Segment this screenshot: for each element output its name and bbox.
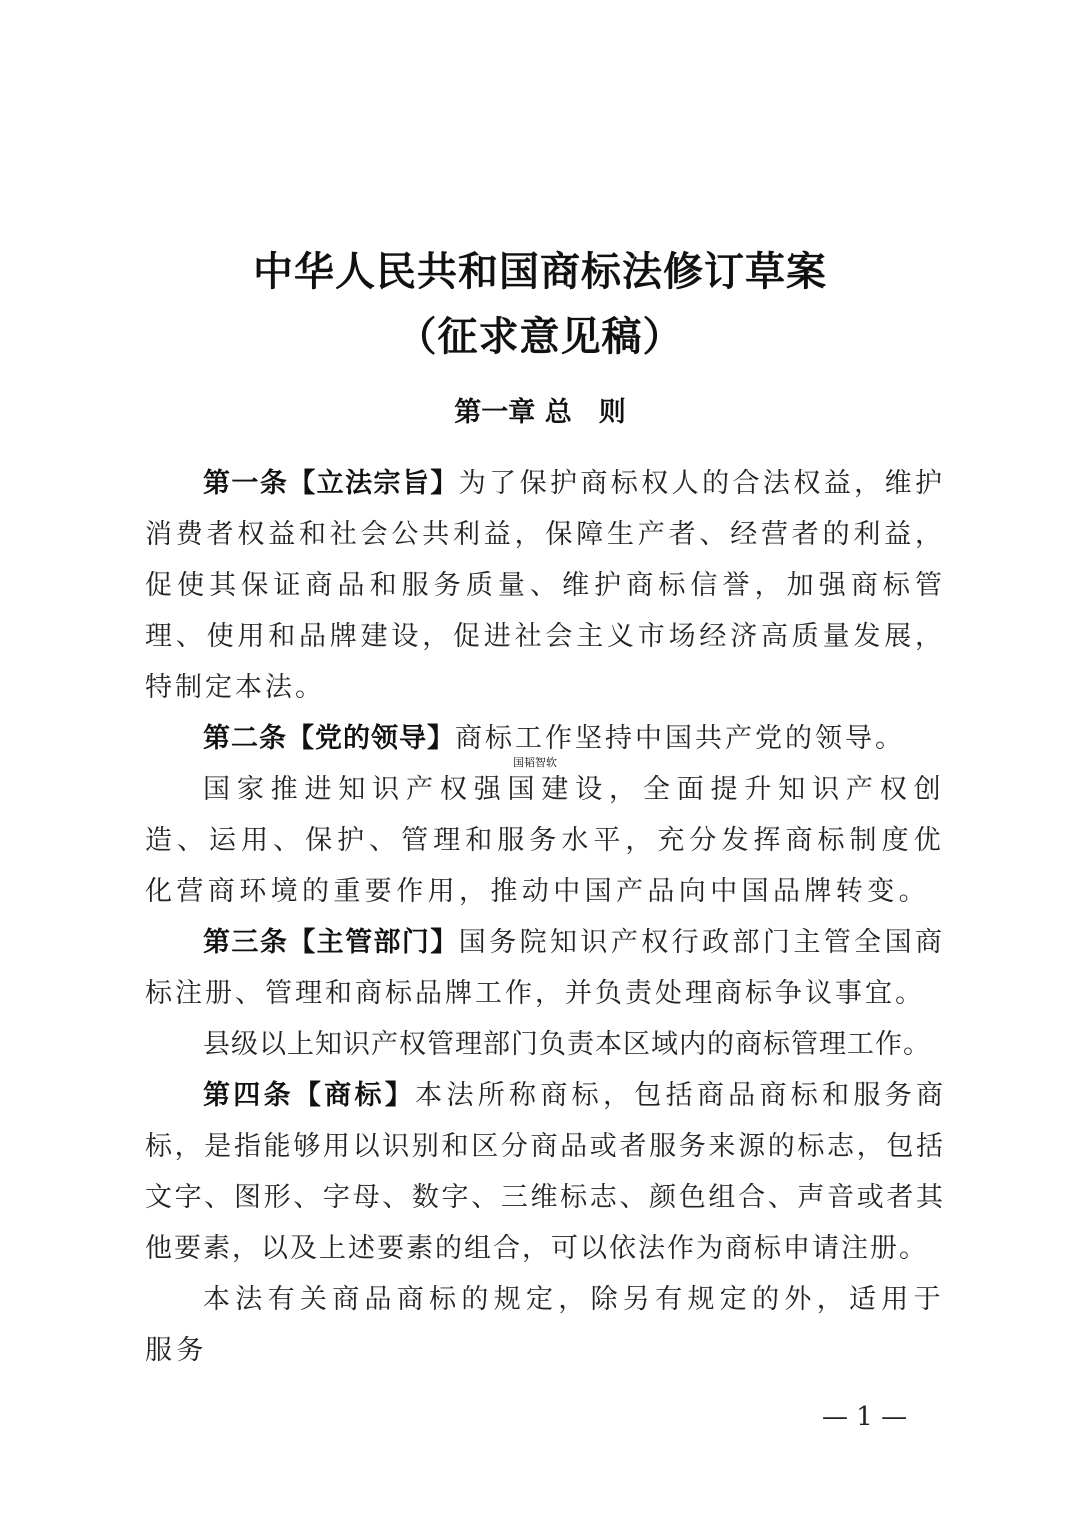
paragraph-article-3 (145, 917, 945, 1019)
page-number: — 1 — (822, 1402, 908, 1432)
paragraph-text: 本法有关商品商标的规定，除另有规定的外，适用于服务 (145, 1284, 945, 1366)
document-subtitle: （征求意见稿） (396, 313, 684, 360)
watermark-text: 国韬智软 (513, 756, 557, 769)
document-title: 中华人民共和国商标法修订草案 (253, 248, 827, 295)
paragraph-article-4 (145, 1070, 945, 1274)
document-body (145, 458, 945, 1376)
paragraph-article-4-clause-2 (145, 1274, 945, 1376)
article-label: 第三条【主管部门】 (203, 927, 459, 958)
paragraph-text: 为了保护商标权人的合法权益，维护消费者权益和社会公共利益，保障生产者、经营者的利益，促使其保证商品和服务质量、维护商标信誉，加强商标管理、使用和品牌建设，促进社会主义市场经济高质量发展，特制定本法。 (145, 468, 945, 703)
chapter-heading: 第一章 总 则 (454, 397, 626, 428)
paragraph-text: 国家推进知识产权强国建设，全面提升知识产权创造、运用、保护、管理和服务水平，充分发挥商标制度优化营商环境的重要作用，推动中国产品向中国品牌转变。 (145, 774, 945, 907)
paragraph-text: 国务院知识产权行政部门主管全国商标注册、管理和商标品牌工作，并负责处理商标争议事宜。 (145, 927, 945, 1009)
paragraph-article-2-clause-2 (145, 764, 945, 917)
paragraph-text: 县级以上知识产权管理部门负责本区域内的商标管理工作。 (203, 1029, 931, 1060)
paragraph-text: 本法所称商标，包括商品商标和服务商标，是指能够用以识别和区分商品或者服务来源的标志，包括文字、图形、字母、数字、三维标志、颜色组合、声音或者其他要素，以及上述要素的组合，可以依法作为商标申请注册。 (145, 1080, 946, 1264)
paragraph-article-3-clause-2 (145, 1019, 945, 1070)
article-label: 第四条【商标】 (203, 1080, 416, 1111)
article-label: 第二条【党的领导】 (203, 723, 455, 754)
paragraph-text: 商标工作坚持中国共产党的领导。 (455, 723, 905, 754)
paragraph-article-1 (145, 458, 945, 713)
article-label: 第一条【立法宗旨】 (203, 468, 459, 499)
